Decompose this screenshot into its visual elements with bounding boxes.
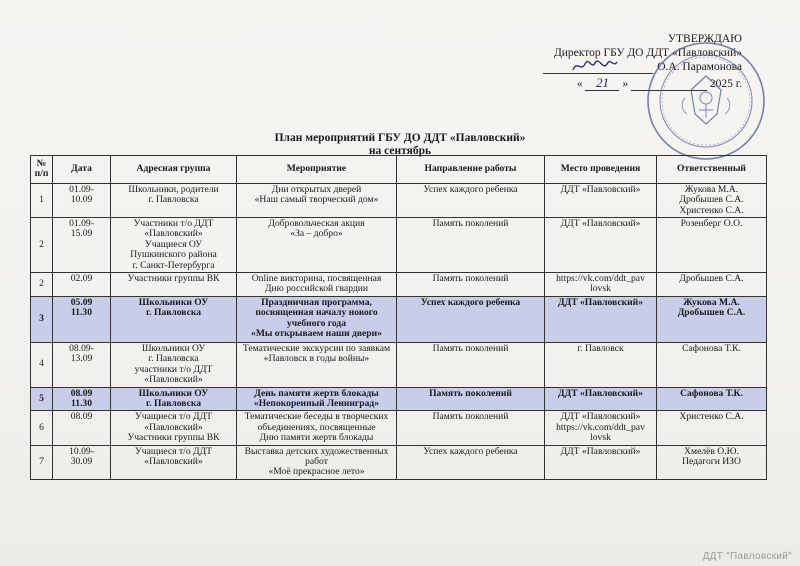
approval-signatory: О.А. Парамонова [657,61,742,73]
cell-event-line: День памяти жертв блокады [254,387,379,399]
cell-group [111,296,237,342]
table-row [31,296,767,342]
table-row [31,273,767,297]
cell-responsible-line: Розенберг О.О. [680,218,743,230]
cell-date [53,411,111,445]
cell-group-line: г. Павловска [148,194,199,206]
cell-place-line: ДДТ «Павловский» [558,296,643,308]
cell-date [53,296,111,342]
cell-date-line: 11.30 [70,307,93,319]
approval-date-year: 2025 г. [709,78,742,90]
cell-direction [397,273,545,297]
cell-event [237,445,397,479]
cell-event-line: Online викторина, посвященная [251,273,382,285]
table-row [31,218,767,273]
signature-line [543,62,653,74]
cell-event [237,342,397,387]
cell-group [111,387,237,411]
cell-responsible-line: Сафонова Т.К. [680,387,743,399]
cell-group-line: Учащиеся т/о ДДТ [135,445,212,457]
cell-responsible [657,218,767,273]
cell-group-line: участники т/о ДДТ [134,363,213,375]
cell-event-line: «Непокоренный Ленинград» [253,397,380,409]
document-title-line2: на сентябрь [368,145,432,157]
cell-date-line: 10.09 [70,194,93,206]
header-group: Адресная группа [111,156,237,184]
cell-date [53,342,111,387]
cell-direction-line: Успех каждого ребенка [423,445,518,457]
cell-responsible-line: Дробышев С.А. [679,194,744,206]
cell-group-line: Школьники, родители [128,183,219,195]
cell-responsible-line: Христенко С.А. [679,411,744,423]
cell-event-line: посвященная началу нового [255,307,378,319]
cell-responsible-line: Дробышев С.А. [677,307,746,319]
cell-place [545,218,657,273]
signature-icon [571,58,619,74]
cell-group-line: Участники группы ВК [127,432,220,444]
cell-event [237,296,397,342]
cell-event-line: «Наш самый творческий дом» [254,194,379,206]
cell-group-line: «Павловский» [144,421,203,433]
cell-group-line: Учащиеся ОУ [144,238,203,250]
cell-direction [397,296,545,342]
cell-date [53,445,111,479]
cell-event-line: Выставка детских художественных [244,445,389,457]
cell-event-line: «Мы открываем наши двери» [251,328,382,340]
table-row [31,342,767,387]
cell-direction [397,183,545,217]
cell-responsible [657,183,767,217]
cell-date-line: 02.09 [70,273,93,285]
cell-date-line: 08.09 [70,411,93,423]
cell-group-line: г. Павловска [145,397,202,409]
cell-date [53,183,111,217]
cell-event-line: Дню российской гвардии [264,283,369,295]
cell-group-line: Школьники ОУ [141,342,206,354]
cell-place-line: ДДТ «Павловский» [560,218,641,230]
cell-event [237,183,397,217]
table-header-row [31,156,767,184]
cell-group-line: Участники т/о ДДТ [133,218,214,230]
cell-number: 1 [31,183,53,217]
cell-place [545,445,657,479]
cell-event-line: объединениях, посвященные [257,421,376,433]
cell-number: 2 [31,273,53,297]
cell-place [545,411,657,445]
cell-responsible [657,273,767,297]
cell-group-line: Участники группы ВК [127,273,220,285]
table-body [31,183,767,479]
cell-group-line: Пушкинского района [130,249,217,261]
cell-event-line: работ [305,455,328,467]
cell-place [545,387,657,411]
cell-place [545,296,657,342]
header-direction: Направление работы [397,156,545,184]
cell-number: 6 [31,411,53,445]
cell-date-line: 10.09- [69,445,94,457]
cell-number: 3 [31,296,53,342]
cell-direction [397,387,545,411]
cell-group [111,183,237,217]
cell-date-line: 13.09 [70,353,93,365]
cell-place-line: https://vk.com/ddt_pav [556,421,645,433]
cell-date-line: 05.09 [70,296,93,308]
cell-group-line: г. Павловска [148,353,199,365]
cell-direction-line: Успех каждого ребенка [423,183,518,195]
cell-group-line: Школьники ОУ [138,387,209,399]
cell-group [111,445,237,479]
table-row [31,387,767,411]
cell-event-line: учебного года [286,317,347,329]
table-row [31,445,767,479]
cell-place-line: г. Павловск [577,342,624,354]
approval-date-day: 21 [585,76,619,91]
cell-event-line: «Моё прекрасное лето» [268,466,365,478]
cell-event [237,218,397,273]
cell-event [237,387,397,411]
cell-date-line: 30.09 [70,455,93,467]
header-number: № п/п [31,156,53,184]
cell-event-line: Тематические экскурсии по заявкам [242,342,391,354]
cell-responsible-line: Педагоги ИЗО [682,455,741,467]
cell-place-line: ДДТ «Павловский» [560,183,641,195]
header-place: Место проведения [545,156,657,184]
events-table [30,155,767,480]
cell-date-line: 01.09- [69,183,94,195]
cell-direction-line: Память поколений [429,387,512,399]
cell-place-line: ДДТ «Павловский» [560,445,641,457]
cell-group-line: г. Санкт-Петербурга [132,259,215,271]
cell-date-line: 11.30 [70,397,93,409]
cell-responsible-line: Жукова М.А. [683,296,740,308]
cell-event-line: Добровольческая акция [268,218,365,230]
cell-date [53,273,111,297]
cell-place-line: lovsk [590,283,611,295]
cell-direction [397,445,545,479]
cell-responsible-line: Сафонова Т.К. [682,342,741,354]
cell-responsible [657,387,767,411]
cell-group-line: Учащиеся т/о ДДТ [135,411,212,423]
cell-direction-line: Память поколений [432,273,509,285]
cell-group [111,218,237,273]
cell-event-line: Тематические беседы в творческих [244,411,389,423]
cell-number: 5 [31,387,53,411]
cell-place-line: lovsk [590,432,611,444]
header-event: Мероприятие [237,156,397,184]
cell-direction-line: Успех каждого ребенка [420,296,521,308]
cell-group-line: «Павловский» [144,228,203,240]
cell-event-line: Дни открытых дверей [271,183,362,195]
cell-number: 4 [31,342,53,387]
cell-group [111,411,237,445]
cell-responsible-line: Дробышев С.А. [679,273,744,285]
table-row [31,411,767,445]
cell-date-line: 01.09- [69,218,94,230]
cell-direction-line: Память поколений [432,218,509,230]
cell-group [111,273,237,297]
header-date: Дата [53,156,111,184]
cell-place [545,342,657,387]
cell-responsible [657,411,767,445]
cell-group-line: «Павловский» [144,455,203,467]
document-title-line1: План мероприятий ГБУ ДО ДДТ «Павловский» [274,132,526,144]
cell-date [53,387,111,411]
cell-group-line: г. Павловска [145,307,202,319]
table-row [31,183,767,217]
cell-direction [397,342,545,387]
cell-event-line: Праздничная программа, [261,296,372,308]
approval-date: « 21 » 2025 г. [576,75,742,90]
watermark: ДДТ "Павловский" [702,551,792,562]
cell-number: 7 [31,445,53,479]
cell-place-line: https://vk.com/ddt_pav [556,273,645,285]
cell-date-line: 15.09 [70,228,93,240]
approval-position: Директор ГБУ ДО ДДТ «Павловский» [553,47,742,59]
cell-direction [397,411,545,445]
cell-group-line: «Павловский» [144,374,203,386]
cell-responsible [657,296,767,342]
cell-event-line: Дню памяти жертв блокады [259,432,374,444]
cell-place [545,273,657,297]
cell-responsible-line: Христенко С.А. [679,204,744,216]
cell-date [53,218,111,273]
cell-place-line: ДДТ «Павловский» [558,387,643,399]
cell-number: 2 [31,218,53,273]
cell-event [237,411,397,445]
cell-place [545,183,657,217]
cell-group-line: Школьники ОУ [138,296,209,308]
cell-group [111,342,237,387]
cell-responsible-line: Жукова М.А. [684,183,739,195]
cell-date-line: 08.09 [70,387,93,399]
approval-word: УТВЕРЖДАЮ [667,33,742,45]
cell-event [237,273,397,297]
cell-event-line: «Павловск в годы войны» [263,353,370,365]
cell-date-line: 08.09- [69,342,94,354]
cell-direction-line: Память поколений [432,411,509,423]
cell-responsible-line: Хмелёв О.Ю. [684,445,739,457]
cell-responsible [657,342,767,387]
cell-place-line: ДДТ «Павловский» [560,411,641,423]
cell-direction [397,218,545,273]
cell-responsible [657,445,767,479]
cell-direction-line: Память поколений [432,342,509,354]
header-responsible: Ответственный [657,156,767,184]
cell-event-line: «За – добро» [290,228,343,240]
